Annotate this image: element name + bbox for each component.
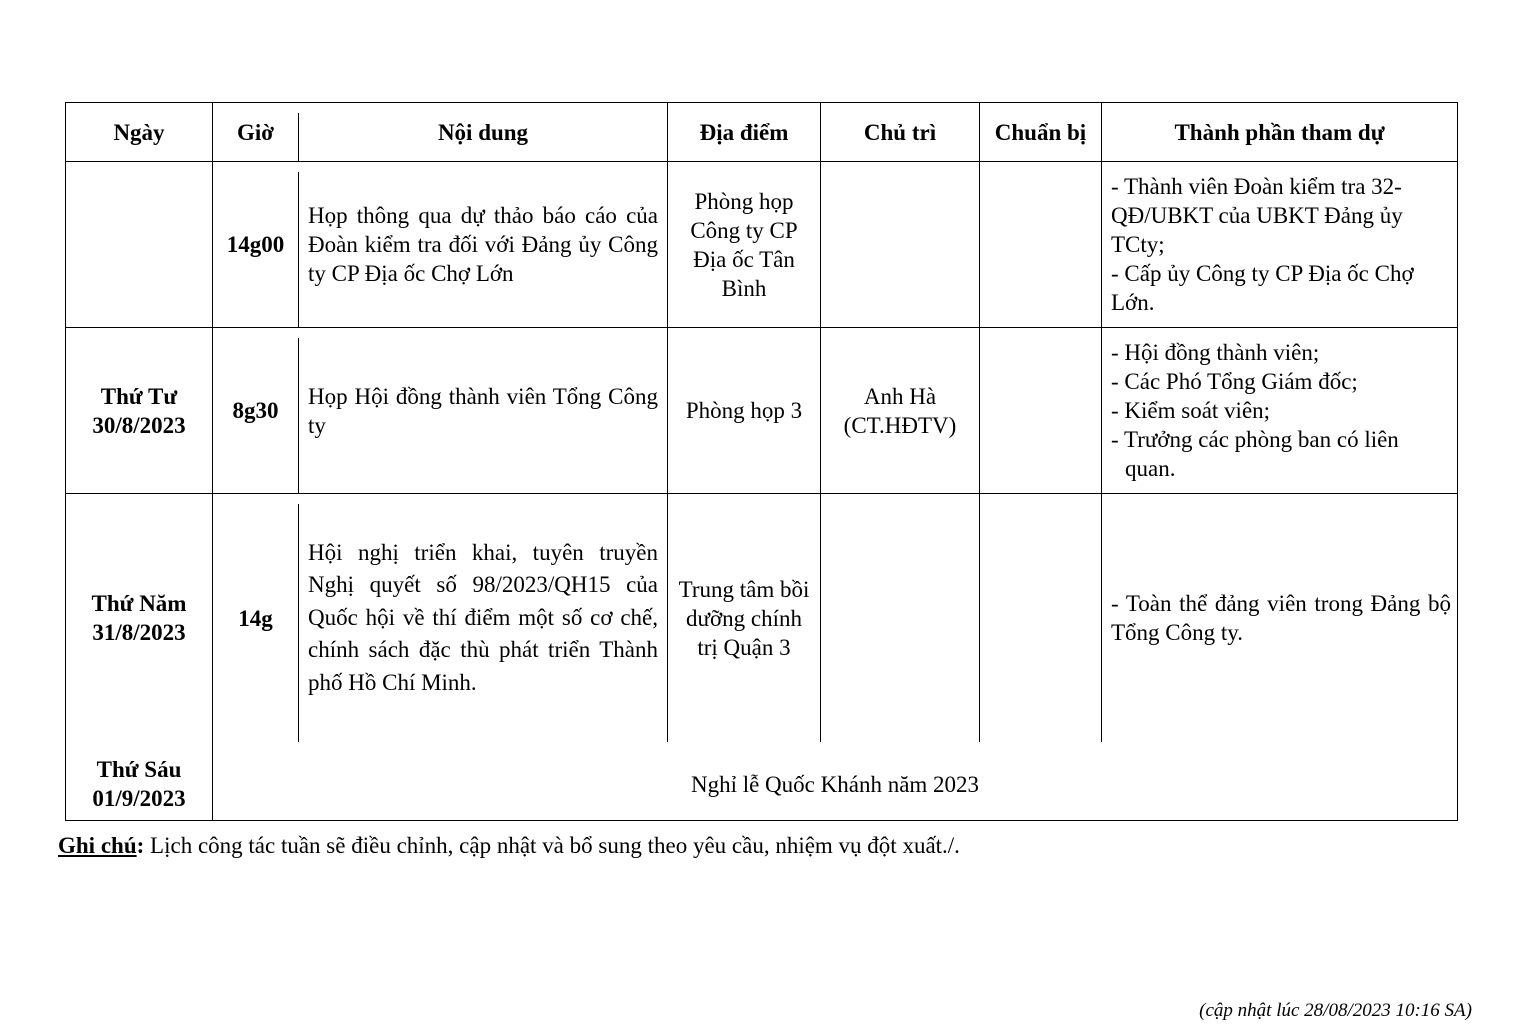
content-text: Họp thông qua dự thảo báo cáo của Đoàn kiểm tra đối với Đảng ủy Công ty CP Địa ốc Chợ Lớn — [308, 203, 658, 286]
header-chu-tri-label: Chủ trì — [863, 119, 937, 145]
table-row-1-prepare — [980, 162, 1101, 327]
table-border-bottom — [65, 820, 1458, 821]
table-row-holiday-day — [66, 748, 212, 820]
table-border-right — [1457, 102, 1458, 821]
updated-timestamp: (cập nhật lúc 28/08/2023 10:16 SA) — [1199, 1000, 1472, 1021]
table-row-1-content — [299, 162, 667, 327]
table-row-2-day — [66, 328, 212, 493]
table-row-3-content — [299, 494, 667, 742]
table-row-1-time — [213, 162, 298, 327]
note-colon: : — [136, 833, 145, 858]
location-text: Trung tâm bồi dưỡng chính trị Quận 3 — [678, 576, 810, 660]
holiday-text: Nghỉ lễ Quốc Khánh năm 2023 — [690, 771, 980, 797]
chair-name: Anh Hà — [863, 383, 937, 409]
header-ngay-label: Ngày — [113, 119, 165, 145]
day-date: 31/8/2023 — [92, 620, 186, 645]
table-row-2-content — [299, 328, 667, 493]
location-text: Phòng họp 3 — [685, 398, 803, 423]
header-dia-diem-label: Địa điểm — [699, 119, 789, 145]
header-ngay — [66, 103, 212, 161]
attendee-line: - Trưởng các phòng ban có liên quan. — [1111, 427, 1399, 481]
day-name: Thứ Tư — [100, 383, 178, 409]
table-row-2-chair — [821, 328, 979, 493]
header-noi-dung — [299, 103, 667, 161]
table-row-2-time — [213, 328, 298, 493]
table-row-1-chair — [821, 162, 979, 327]
attendee-line: - Toàn thể đảng viên trong Đảng bộ Tổng Công ty. — [1111, 591, 1451, 645]
location-text: Phòng họp Công ty CP Địa ốc Tân Bình — [690, 188, 798, 301]
footnote — [58, 830, 960, 862]
attendee-line: - Thành viên Đoàn kiểm tra 32-QĐ/UBKT của UBKT Đảng ủy TCty; — [1111, 174, 1403, 257]
table-row-3-chair — [821, 494, 979, 742]
note-text: Lịch công tác tuần sẽ điều chỉnh, cập nhật và bổ sung theo yêu cầu, nhiệm vụ đột xuất./. — [144, 833, 960, 858]
table-row-holiday-text — [213, 748, 1457, 820]
time-value: 14g00 — [226, 232, 285, 257]
chair-title: (CT.HĐTV) — [843, 412, 957, 438]
table-row-3-prepare — [980, 494, 1101, 742]
time-value: 14g — [238, 605, 273, 631]
header-thanh-phan-label: Thành phần tham dự — [1174, 119, 1385, 145]
table-row-2-location — [668, 328, 820, 493]
day-date: 30/8/2023 — [92, 412, 186, 438]
header-gio-label: Giờ — [236, 119, 274, 145]
header-chuan-bi — [980, 103, 1101, 161]
header-noi-dung-label: Nội dung — [437, 119, 529, 145]
day-name: Thứ Năm — [91, 591, 187, 616]
note-label: Ghi chú — [58, 833, 137, 858]
table-row-3-attendees — [1102, 494, 1457, 742]
header-chu-tri — [821, 103, 979, 161]
table-row-1-day — [66, 162, 212, 327]
table-row-3-location — [668, 494, 820, 742]
header-chuan-bi-label: Chuẩn bị — [994, 119, 1087, 145]
day-date: 01/9/2023 — [92, 786, 186, 811]
table-row-2-attendees — [1102, 328, 1457, 493]
day-name: Thứ Sáu — [96, 757, 182, 782]
content-text: Hội nghị triển khai, tuyên truyền Nghị quyết số 98/2023/QH15 của Quốc hội về thí điểm một số cơ chế, chính sách đặc thù phát triển Thành phố Hồ Chí Minh. — [308, 539, 658, 695]
content-text: Họp Hội đồng thành viên Tổng Công ty — [308, 383, 658, 438]
header-thanh-phan — [1102, 103, 1457, 161]
table-row-1-location — [668, 162, 820, 327]
header-gio — [213, 103, 298, 161]
attendee-line: - Kiểm soát viên; — [1111, 398, 1271, 423]
attendee-line: - Hội đồng thành viên; — [1111, 340, 1320, 365]
table-row-2-prepare — [980, 328, 1101, 493]
table-row-3-day — [66, 494, 212, 742]
table-row-3-time — [213, 494, 298, 742]
attendee-line: - Cấp ủy Công ty CP Địa ốc Chợ Lớn. — [1111, 261, 1414, 315]
header-dia-diem — [668, 103, 820, 161]
time-value: 8g30 — [232, 398, 279, 423]
attendee-line: - Các Phó Tổng Giám đốc; — [1111, 369, 1358, 394]
table-row-1-attendees — [1102, 162, 1457, 327]
